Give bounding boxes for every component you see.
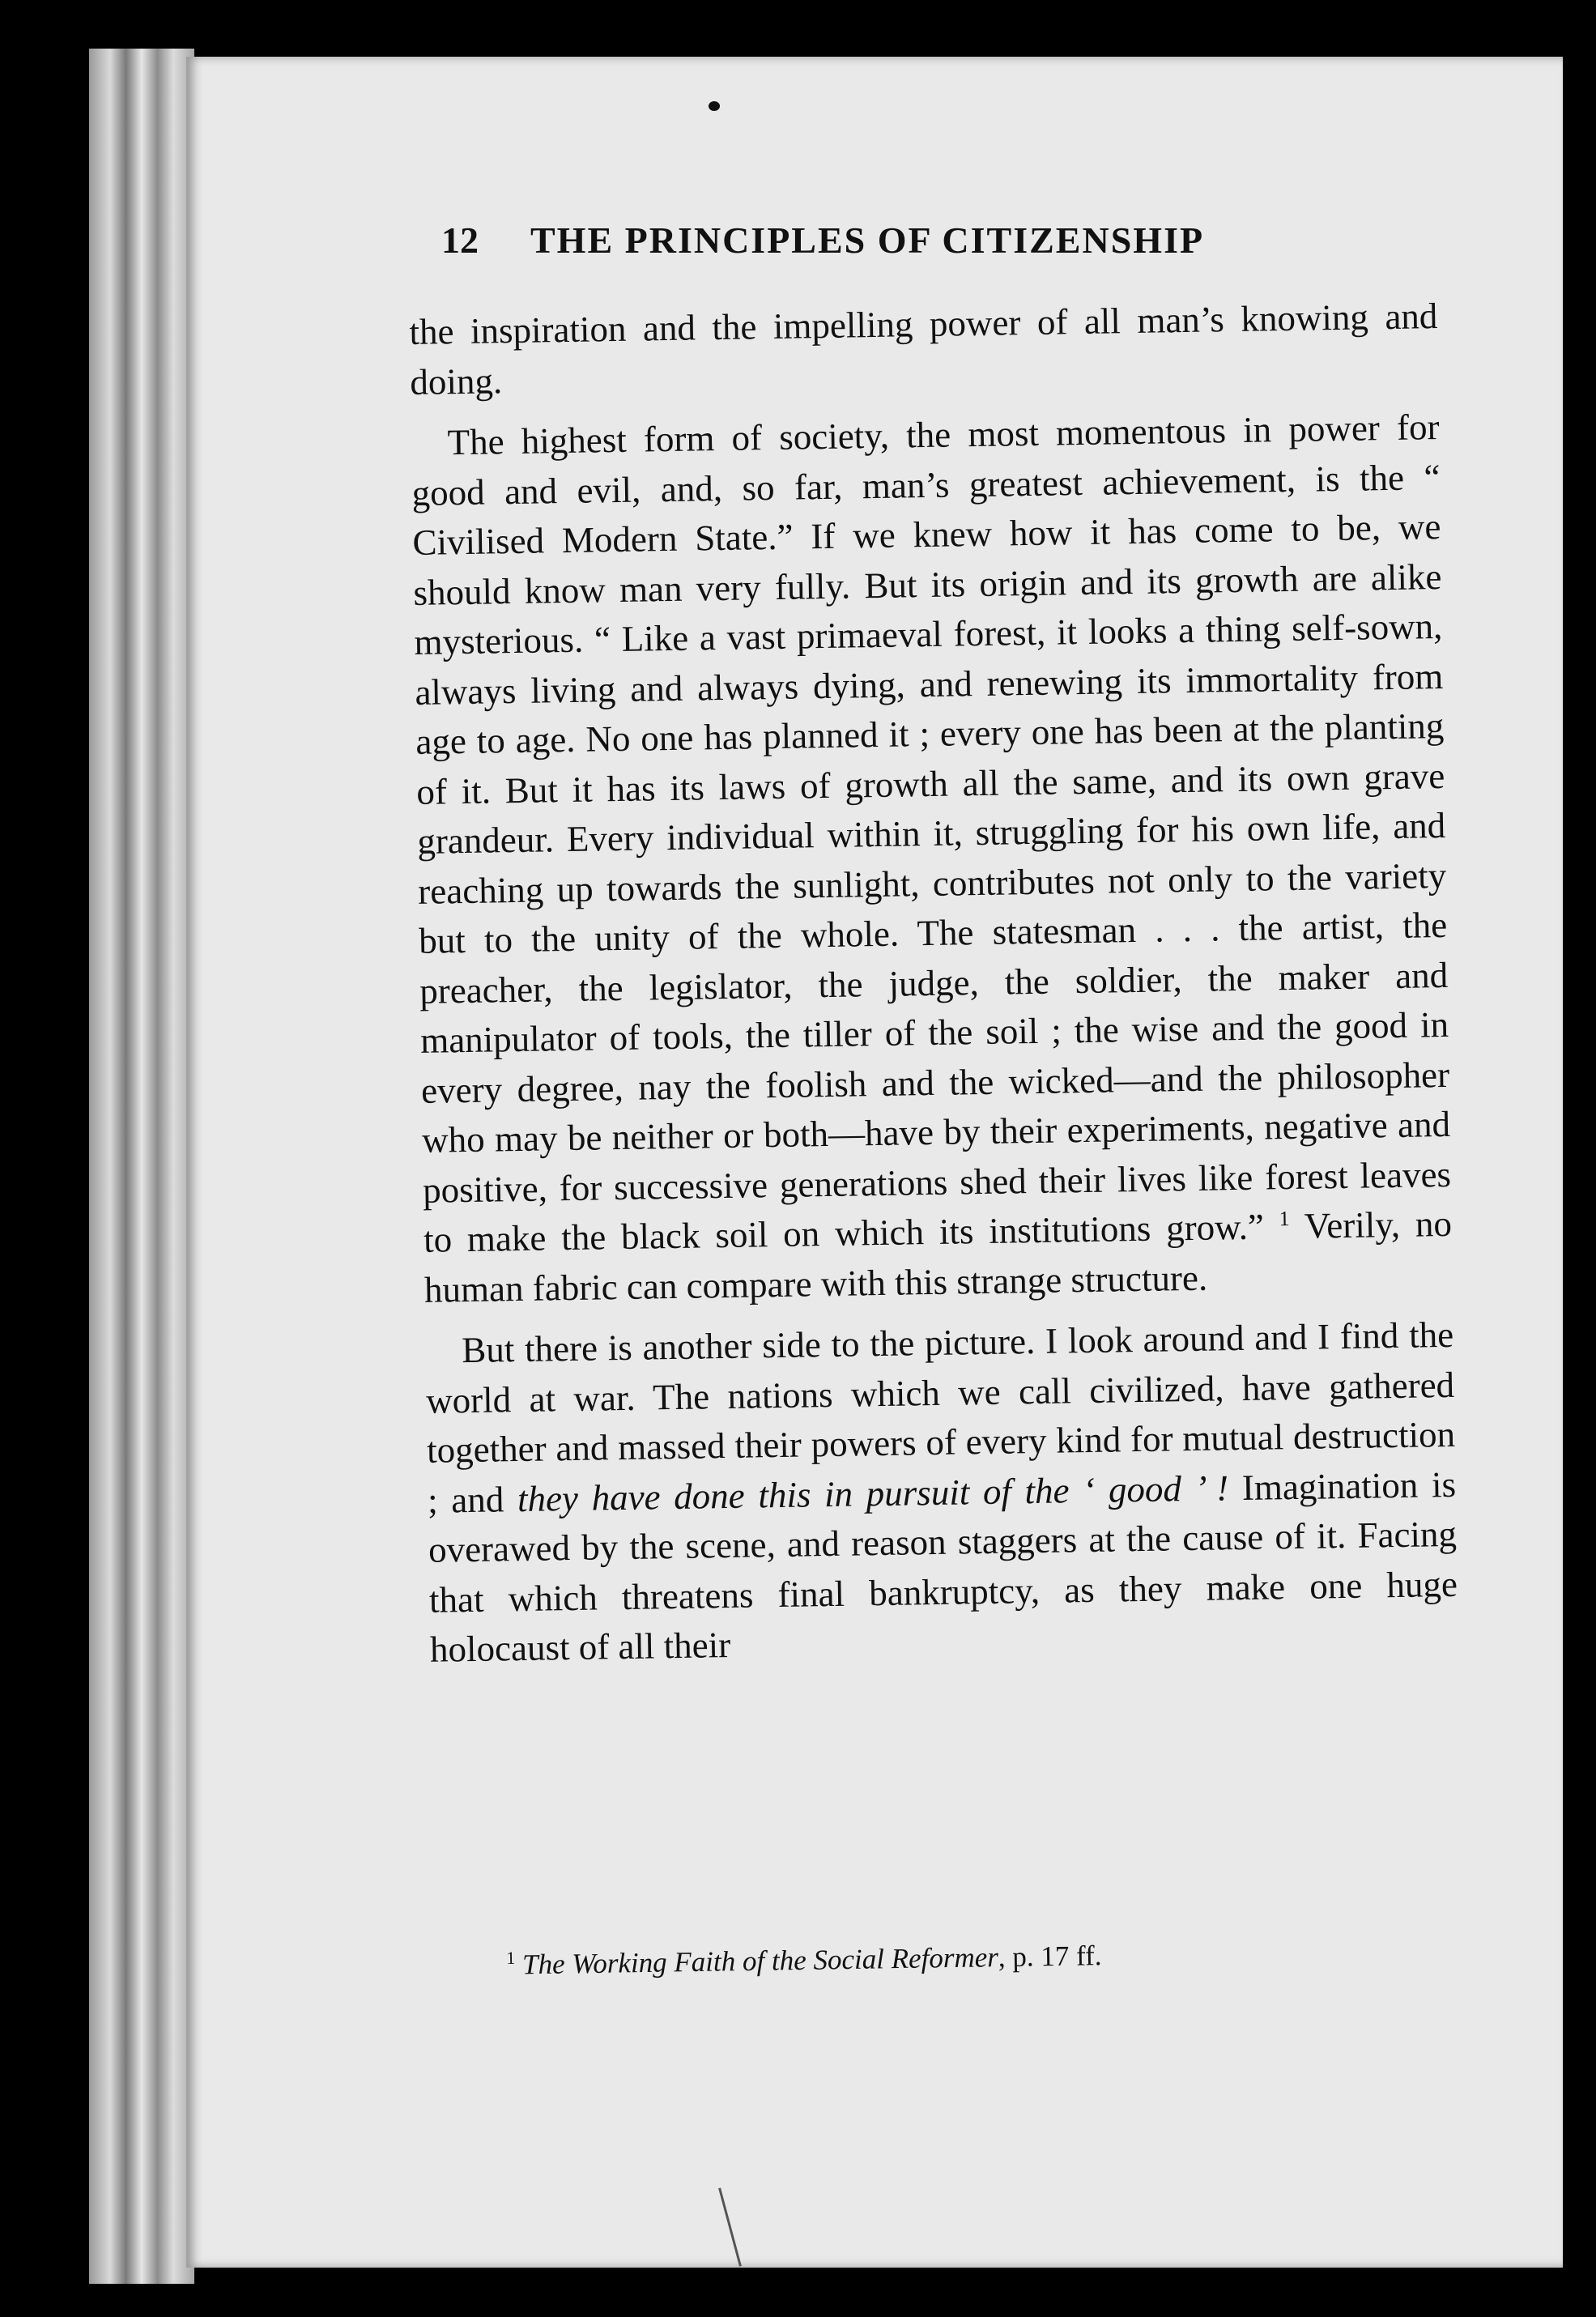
paragraph-3-text-after: Imagination is overawed by the scene, and reason staggers at the cause of it. Facing that which threatens final bankruptcy, as they make one huge holocaust of all their bbox=[428, 1463, 1458, 1670]
paragraph-3 bbox=[425, 1310, 1459, 1675]
paragraph-2 bbox=[411, 402, 1453, 1315]
running-head bbox=[441, 219, 1316, 262]
ink-mark bbox=[709, 101, 720, 111]
paragraph-3-italic: they have done this in pursuit of the ‘ good ’ ! bbox=[517, 1467, 1229, 1519]
paragraph-2-text: The highest form of society, the most momentous in power for good and evil, and, so far, man’s greatest achievement, is the “ Civilised Modern State.” If we knew how it has come to be, we should know man very fully. But its origin and its growth are alike mysterious. “ Like a vast primaeval forest, it looks a thing self-sown, always living and always dying, and renewing its immortality from age to age. No one has planned it ; every one has been at the planting of it. But it has its laws of growth all the same, and its own grave grandeur. Every individual within it, struggling for his own life, and reaching up towards the sunlight, contributes not only to the variety but to the unity of the whole. The statesman . . . the artist, the preacher, the legislator, the judge, the soldier, the maker and manipulator of tools, the tiller of the soil ; the wise and the good in every degree, nay the foolish and the wicked—and the philosopher who may be neither or both—have by their experiments, negative and positive, for successive generations shed their lives like forest leaves to make the black soil on which its institutions grow.” bbox=[411, 407, 1452, 1260]
paragraph-1 bbox=[409, 292, 1439, 407]
page-number: 12 bbox=[441, 219, 479, 261]
footnote-rest: , p. 17 ff. bbox=[998, 1940, 1102, 1974]
running-title: THE PRINCIPLES OF CITIZENSHIP bbox=[530, 219, 1205, 261]
footnote-reference: 1 bbox=[1279, 1207, 1290, 1231]
footnote-marker: 1 bbox=[506, 1947, 516, 1968]
book-page-edges bbox=[89, 49, 194, 2284]
paragraph-1-text: the inspiration and the impelling power of all man’s knowing and doing. bbox=[409, 296, 1438, 402]
paragraph-2-text-after: Verily, no human fabric can compare with this strange structure. bbox=[423, 1203, 1453, 1310]
footnote-title: The Working Faith of the Social Reformer bbox=[521, 1941, 999, 1981]
paragraph-3-text: But there is another side to the picture. I look around and I find the world at war. The nations which we call civilized, have gathered together and massed their powers of every kind for mutual destruction ; and bbox=[425, 1314, 1456, 1521]
body-text bbox=[409, 292, 1458, 1675]
